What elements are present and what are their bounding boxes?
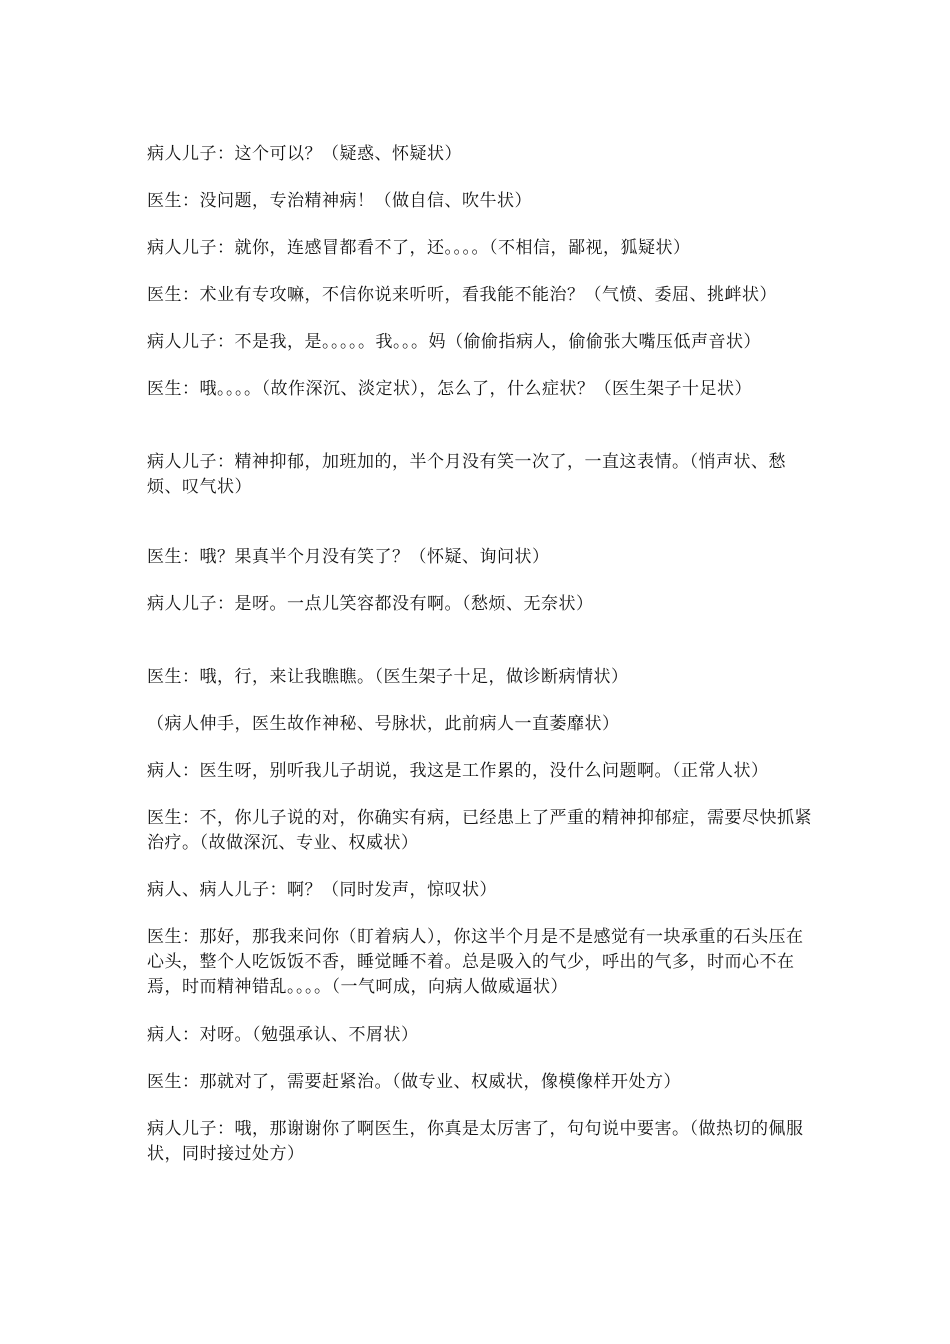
dialogue-line-6: 医生：哦。。。。（故作深沉、淡定状），怎么了，什么症状？（医生架子十足状） [147, 379, 752, 399]
dialogue-line-3: 病人儿子：就你，连感冒都看不了，还。。。。（不相信，鄙视，狐疑状） [147, 238, 691, 258]
dialogue-line-18: 病人儿子：哦，那谢谢你了啊医生，你真是太厉害了，句句说中要害。（做热切的佩服状，同时接过处方） [147, 1119, 804, 1164]
dialogue-line-8: 医生：哦？果真半个月没有笑了？（怀疑、询问状） [147, 547, 550, 567]
dialogue-line-5: 病人儿子：不是我，是。。。。。我。。。妈（偷偷指病人，偷偷张大嘴压低声音状） [147, 332, 761, 352]
dialogue-line-17: 医生：那就对了，需要赶紧治。（做专业、权威状，像模像样开处方） [147, 1072, 681, 1092]
dialogue-line-10: 医生：哦，行，来让我瞧瞧。（医生架子十足，做诊断病情状） [147, 667, 629, 687]
dialogue-line-16: 病人：对呀。（勉强承认、不屑状） [147, 1025, 419, 1045]
dialogue-line-13: 医生：不，你儿子说的对，你确实有病，已经患上了严重的精神抑郁症，需要尽快抓紧治疗。（故做深沉、专业、权威状） [147, 808, 812, 853]
dialogue-line-9: 病人儿子：是呀。一点儿笑容都没有啊。（愁烦、无奈状） [147, 594, 594, 614]
stage-direction-line: （病人伸手，医生故作神秘、号脉状，此前病人一直萎靡状） [147, 714, 620, 734]
dialogue-line-15: 医生：那好，那我来问你（盯着病人），你这半个月是不是感觉有一块承重的石头压在心头，整个人吃饭饭不香，睡觉睡不着。总是吸入的气少，呼出的气多，时而心不在焉，时而精神错乱。。。。（一气呵成，向病人做威逼状） [147, 927, 804, 997]
dialogue-line-7: 病人儿子：精神抑郁，加班加的，半个月没有笑一次了，一直这表情。（悄声状、愁烦、叹气状） [147, 452, 786, 497]
dialogue-line-12: 病人：医生呀，别听我儿子胡说，我这是工作累的，没什么问题啊。（正常人状） [147, 761, 769, 781]
dialogue-line-4: 医生：术业有专攻嘛，不信你说来听听，看我能不能治？（气愤、委屈、挑衅状） [147, 285, 777, 305]
dialogue-line-1: 病人儿子：这个可以？（疑惑、怀疑状） [147, 144, 462, 164]
dialogue-line-2: 医生：没问题，专治精神病！（做自信、吹牛状） [147, 191, 532, 211]
dialogue-line-14: 病人、病人儿子：啊？（同时发声，惊叹状） [147, 880, 497, 900]
